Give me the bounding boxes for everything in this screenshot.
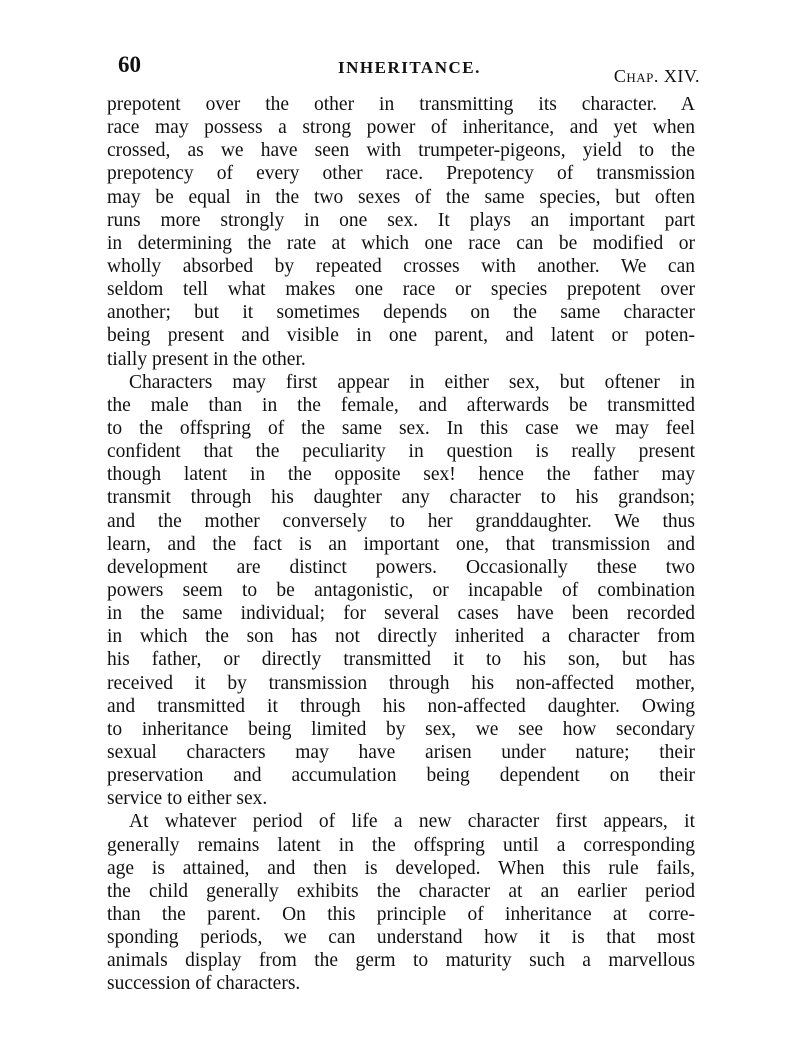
- text-line: received it by transmission through his non-affected mother,: [107, 672, 695, 694]
- text-line: powers seem to be antagonistic, or incapable of combination: [107, 579, 695, 601]
- text-line: service to either sex.: [107, 788, 268, 810]
- text-line: the male than in the female, and afterwards be transmitted: [107, 394, 695, 416]
- text-line: in which the son has not directly inherited a character from: [107, 626, 695, 648]
- text-line: though latent in the opposite sex! hence the father may: [107, 464, 695, 486]
- text-line: another; but it sometimes depends on the same character: [107, 302, 695, 324]
- page-header: [112, 52, 704, 88]
- text-line: succession of characters.: [107, 973, 301, 995]
- text-line: and transmitted it through his non-affected daughter. Owing: [107, 695, 695, 717]
- text-line: generally remains latent in the offspring until a corresponding: [107, 834, 695, 856]
- text-line: animals display from the germ to maturity such a marvellous: [107, 950, 695, 972]
- text-line: than the parent. On this principle of inheritance at corre-: [107, 903, 695, 925]
- text-line: prepotent over the other in transmitting its character. A: [107, 94, 695, 115]
- text-line: transmit through his daughter any character to his grandson;: [107, 487, 695, 509]
- text-line: being present and visible in one parent, and latent or poten-: [107, 325, 695, 347]
- text-line: prepotency of every other race. Prepotency of transmission: [107, 163, 695, 185]
- text-line: in determining the rate at which one race can be modified or: [107, 232, 695, 254]
- page-number: 60: [118, 52, 141, 77]
- text-line: age is attained, and then is developed. When this rule fails,: [107, 857, 695, 879]
- text-line: the child generally exhibits the character at an earlier period: [107, 880, 695, 902]
- chapter-label: Chap. XIV.: [613, 66, 700, 86]
- text-line: confident that the peculiarity in question is really present: [107, 441, 695, 463]
- text-line: At whatever period of life a new character first appears, it: [129, 811, 695, 833]
- text-line: runs more strongly in one sex. It plays an important part: [107, 209, 695, 231]
- text-line: crossed, as we have seen with trumpeter-pigeons, yield to the: [107, 140, 695, 162]
- text-line: wholly absorbed by repeated crosses with another. We can: [107, 255, 695, 277]
- text-line: race may possess a strong power of inheritance, and yet when: [107, 117, 695, 139]
- text-line: and the mother conversely to her granddaughter. We thus: [107, 510, 695, 532]
- running-title: INHERITANCE.: [338, 58, 481, 77]
- text-line: preservation and accumulation being dependent on their: [107, 765, 695, 787]
- text-line: to the offspring of the same sex. In this case we may feel: [107, 417, 695, 439]
- text-line: in the same individual; for several cases have been recorded: [107, 603, 695, 625]
- text-line: development are distinct powers. Occasionally these two: [107, 556, 695, 578]
- text-line: to inheritance being limited by sex, we see how secondary: [107, 718, 695, 740]
- text-line: tially present in the other.: [107, 348, 306, 370]
- text-line: Characters may first appear in either sex, but oftener in: [129, 371, 695, 393]
- text-line: sponding periods, we can understand how it is that most: [107, 927, 695, 949]
- text-line: seldom tell what makes one race or species prepotent over: [107, 279, 695, 301]
- text-line: learn, and the fact is an important one, that transmission and: [107, 533, 695, 555]
- body-text: [107, 93, 695, 995]
- text-line: his father, or directly transmitted it to his son, but has: [107, 649, 695, 671]
- text-line: sexual characters may have arisen under nature; their: [107, 741, 695, 763]
- text-line: may be equal in the two sexes of the same species, but often: [107, 186, 695, 208]
